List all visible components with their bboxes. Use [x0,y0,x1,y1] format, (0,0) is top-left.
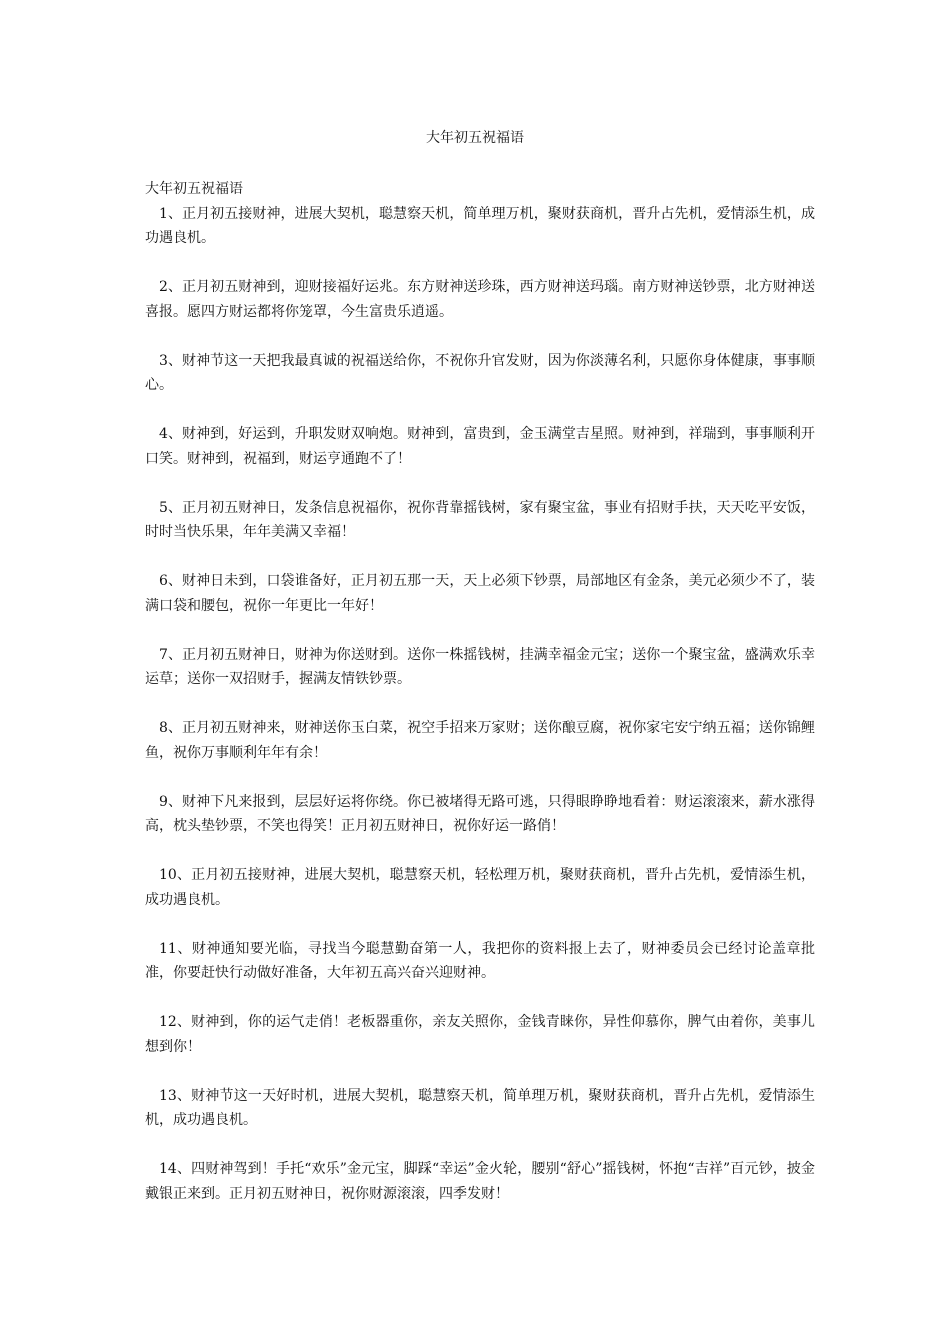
paragraph-1: 1、正月初五接财神，进展大契机，聪慧察天机，简单理万机，聚财获商机，晋升占先机，爱情添生机，成功遇良机。 [145,205,815,246]
paragraph-5: 5、正月初五财神日，发条信息祝福你，祝你背靠摇钱树，家有聚宝盆，事业有招财手扶，天天吃平安饭，时时当快乐果，年年美满又幸福！ [145,499,815,540]
paragraph-4: 4、财神到，好运到，升职发财双响炮。财神到，富贵到，金玉满堂吉星照。财神到，祥瑞到，事事顺利开口笑。财神到，祝福到，财运亨通跑不了！ [145,426,815,467]
paragraph-6: 6、财神日未到，口袋谁备好，正月初五那一天，天上必须下钞票，局部地区有金条，美元必须少不了，装满口袋和腰包，祝你一年更比一年好！ [145,573,815,614]
paragraph-2: 2、正月初五财神到，迎财接福好运兆。东方财神送珍珠，西方财神送玛瑙。南方财神送钞票，北方财神送喜报。愿四方财运都将你笼罩，今生富贵乐逍遥。 [145,279,815,320]
paragraph-9: 9、财神下凡来报到，层层好运将你绕。你已被堵得无路可逃，只得眼睁睁地看着：财运滚滚来，薪水涨得高，枕头垫钞票，不笑也得笑！正月初五财神日，祝你好运一路俏！ [145,793,815,834]
paragraph-13: 13、财神节这一天好时机，进展大契机，聪慧察天机，简单理万机，聚财获商机，晋升占先机，爱情添生机，成功遇良机。 [145,1087,815,1128]
paragraph-3: 3、财神节这一天把我最真诚的祝福送给你，不祝你升官发财，因为你淡薄名利，只愿你身体健康，事事顺心。 [145,352,815,393]
paragraph-10: 10、正月初五接财神，进展大契机，聪慧察天机，轻松理万机，聚财获商机，晋升占先机，爱情添生机，成功遇良机。 [145,867,815,908]
paragraph-8: 8、正月初五财神来，财神送你玉白菜，祝空手招来万家财；送你酿豆腐，祝你家宅安宁纳五福；送你锦鲤鱼，祝你万事顺利年年有余！ [145,720,815,761]
document-subtitle: 大年初五祝福语 [145,181,243,197]
paragraph-12: 12、财神到，你的运气走俏！老板器重你，亲友关照你，金钱青睐你，异性仰慕你，脾气由着你，美事儿想到你！ [145,1014,815,1055]
paragraph-7: 7、正月初五财神日，财神为你送财到。送你一株摇钱树，挂满幸福金元宝；送你一个聚宝盆，盛满欢乐幸运草；送你一双招财手，握满友情铁钞票。 [145,646,815,687]
paragraph-11: 11、财神通知要光临，寻找当今聪慧勤奋第一人，我把你的资料报上去了，财神委员会已经讨论盖章批准，你要赶快行动做好准备，大年初五高兴奋兴迎财神。 [145,940,815,981]
document-body [145,177,815,1231]
document-title: 大年初五祝福语 [426,130,524,146]
paragraph-14: 14、四财神驾到！手托“欢乐”金元宝，脚踩“幸运”金火轮，腰别“舒心”摇钱树，怀抱“吉祥”百元钞，披金戴银正来到。正月初五财神日，祝你财源滚滚，四季发财！ [145,1161,815,1202]
